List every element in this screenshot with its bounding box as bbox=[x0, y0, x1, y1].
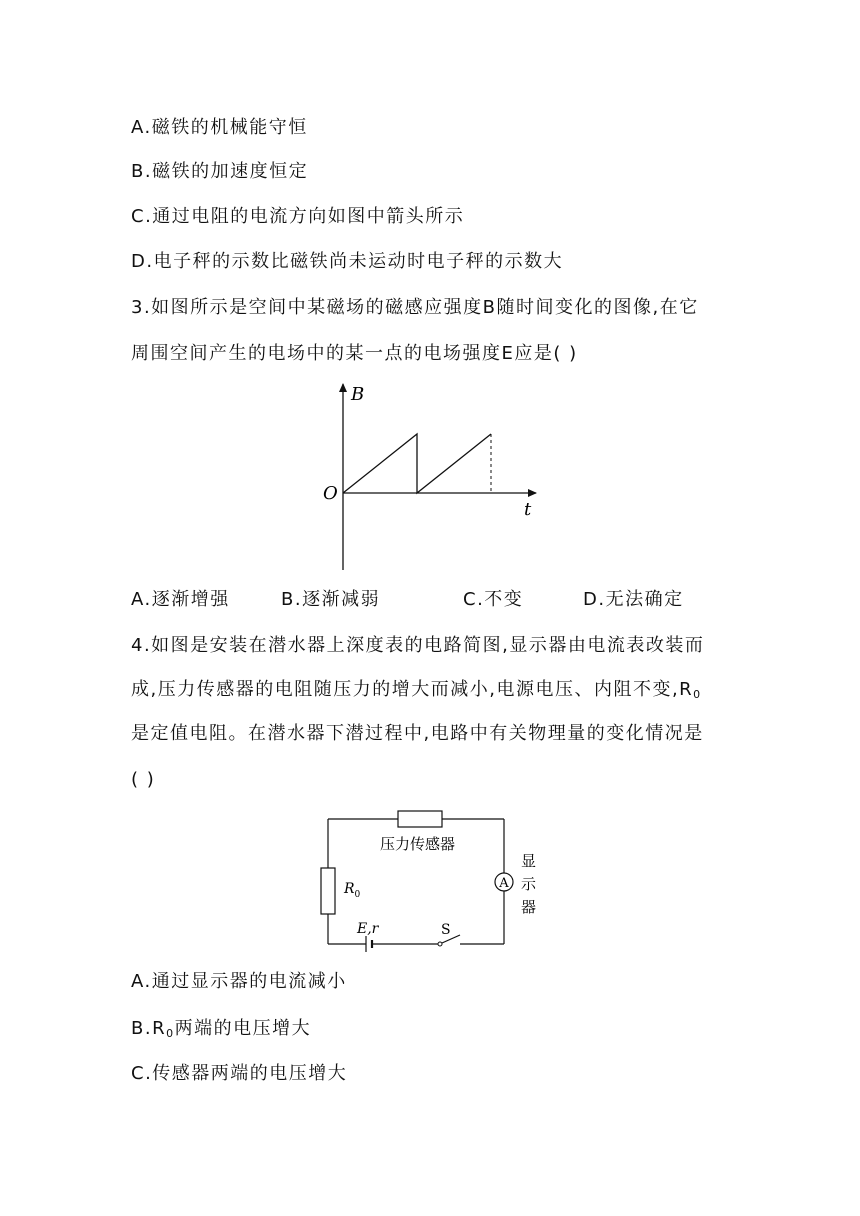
r0-label: $R_0$ bbox=[344, 881, 361, 900]
q4-option-b-suffix: 两端的电压增大 bbox=[174, 1018, 312, 1039]
q4-stem-line1: 4.如图是安装在潜水器上深度表的电路简图,显示器由电流表改装而 bbox=[131, 635, 705, 656]
q2-option-a: A.磁铁的机械能守恒 bbox=[131, 117, 308, 138]
q3-stem-line2: 周围空间产生的电场中的某一点的电场强度E应是( ) bbox=[131, 343, 578, 364]
q4-option-b-prefix: B.R bbox=[131, 1018, 167, 1039]
display-label-3: 器 bbox=[521, 898, 537, 916]
q4-stem-line2 bbox=[131, 678, 702, 707]
graph-y-label: B bbox=[351, 384, 365, 405]
q2-option-c: C.通过电阻的电流方向如图中箭头所示 bbox=[131, 206, 465, 227]
q3-option-c: C.不变 bbox=[463, 589, 524, 610]
q3-stem-line1: 3.如图所示是空间中某磁场的磁感应强度B随时间变化的图像,在它 bbox=[131, 297, 699, 318]
switch-contact bbox=[438, 942, 442, 946]
q3-option-b: B.逐渐减弱 bbox=[281, 589, 381, 610]
source-label: E,r bbox=[357, 921, 379, 937]
q4-option-b-sub: 0 bbox=[166, 1027, 175, 1040]
q4-option-c: C.传感器两端的电压增大 bbox=[131, 1063, 348, 1084]
pressure-sensor bbox=[398, 811, 442, 827]
graph-x-label: t bbox=[524, 499, 532, 520]
q4-stem-line3: 是定值电阻。在潜水器下潜过程中,电路中有关物理量的变化情况是 bbox=[131, 723, 704, 744]
q3-option-d: D.无法确定 bbox=[583, 589, 684, 610]
switch-label: S bbox=[441, 922, 451, 938]
q3-option-a: A.逐渐增强 bbox=[131, 589, 230, 610]
q4-option-a: A.通过显示器的电流减小 bbox=[131, 971, 347, 992]
q2-option-d: D.电子秤的示数比磁铁尚未运动时电子秤的示数大 bbox=[131, 251, 564, 272]
display-label-1: 显 bbox=[521, 852, 537, 870]
display-label-2: 示 bbox=[521, 875, 537, 893]
ammeter-symbol: A bbox=[499, 876, 509, 891]
q4-stem-line4: ( ) bbox=[131, 769, 156, 790]
resistor-r0 bbox=[321, 868, 335, 914]
q4-stem-line2-text: 成,压力传感器的电阻随压力的增大而减小,电源电压、内阻不变,R bbox=[131, 679, 694, 700]
graph-origin-label: O bbox=[323, 483, 338, 504]
circuit-diagram bbox=[310, 802, 560, 952]
q4-stem-line2-sub: 0 bbox=[693, 688, 702, 701]
q4-option-b bbox=[131, 1017, 311, 1046]
b-t-graph bbox=[310, 372, 550, 574]
q2-option-b: B.磁铁的加速度恒定 bbox=[131, 161, 309, 182]
sensor-label: 压力传感器 bbox=[380, 835, 456, 853]
